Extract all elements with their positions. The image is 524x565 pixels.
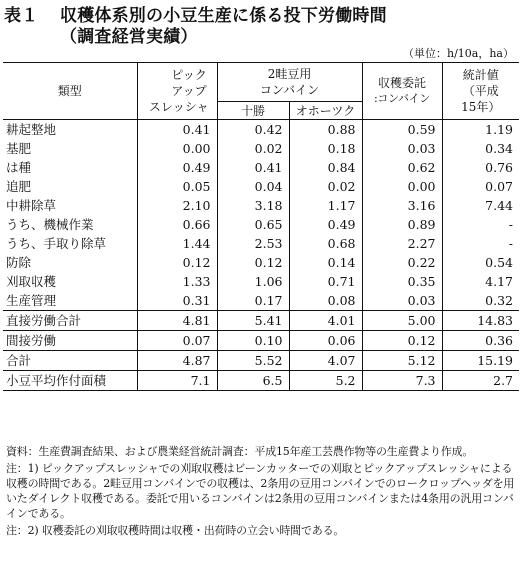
cell-pickup: 0.07 bbox=[137, 331, 217, 351]
cell-okhotsk: 0.14 bbox=[289, 253, 362, 272]
cell-okhotsk: 0.88 bbox=[289, 120, 362, 140]
table-title bbox=[4, 6, 520, 48]
cell-okhotsk: 1.17 bbox=[289, 196, 362, 215]
cell-tokachi: 2.53 bbox=[217, 234, 289, 253]
header-combine-line1: 2畦豆用 bbox=[267, 67, 312, 81]
cell-stats: 0.36 bbox=[442, 331, 519, 351]
cell-contract: 0.59 bbox=[362, 120, 442, 140]
header-contract-line1: 収穫委託 bbox=[378, 76, 427, 90]
table-row bbox=[3, 291, 519, 311]
cell-stats: 0.54 bbox=[442, 253, 519, 272]
header-stats-line2: （平成 bbox=[462, 84, 499, 98]
cell-stats: 0.76 bbox=[442, 158, 519, 177]
header-pickup-thresher bbox=[137, 63, 217, 120]
cell-tokachi: 0.65 bbox=[217, 215, 289, 234]
cell-tokachi: 0.17 bbox=[217, 291, 289, 311]
cell-contract: 0.62 bbox=[362, 158, 442, 177]
table-body-summary bbox=[3, 311, 519, 391]
header-row-1 bbox=[3, 63, 519, 102]
cell-okhotsk: 0.84 bbox=[289, 158, 362, 177]
row-label: は種 bbox=[6, 159, 32, 175]
row-label: うち、手取り除草 bbox=[6, 235, 107, 251]
row-label: 生産管理 bbox=[6, 292, 57, 308]
cell-contract: 2.27 bbox=[362, 234, 442, 253]
cell-stats: 2.7 bbox=[442, 371, 519, 391]
table-number: 表１ bbox=[4, 6, 39, 26]
cell-okhotsk: 0.08 bbox=[289, 291, 362, 311]
cell-okhotsk: 0.49 bbox=[289, 215, 362, 234]
table-row-direct-total bbox=[3, 311, 519, 331]
row-label: うち、機械作業 bbox=[6, 216, 94, 232]
cell-contract: 0.03 bbox=[362, 139, 442, 158]
cell-contract: 0.89 bbox=[362, 215, 442, 234]
cell-pickup: 4.87 bbox=[137, 351, 217, 371]
footnotes bbox=[6, 444, 518, 540]
cell-stats: - bbox=[442, 215, 519, 234]
cell-stats: 0.07 bbox=[442, 177, 519, 196]
labor-hours-table bbox=[3, 62, 519, 391]
cell-tokachi: 0.04 bbox=[217, 177, 289, 196]
header-stats-line1: 統計値 bbox=[462, 68, 499, 82]
footnote-1: 注：1) ピックアップスレッシャでの刈取収穫はビーンカッターでの刈取とピックアップスレッシャによる収穫の時間である。2畦豆用コンバインでの収穫は、2条用の豆用コンバインでのロークロップヘッダを用いたダイレクト収穫である。委託で用いるコンバインは2条用の豆用コンバインまたは4条用の汎用コンバインである。 bbox=[6, 462, 515, 520]
table-row bbox=[3, 196, 519, 215]
row-label: 間接労働 bbox=[3, 331, 137, 351]
table-body-tasks bbox=[3, 120, 519, 311]
unit-note: （単位：h/10a，ha） bbox=[403, 47, 514, 60]
cell-okhotsk: 0.71 bbox=[289, 272, 362, 291]
header-contract-combine bbox=[362, 63, 442, 120]
row-label: 直接労働合計 bbox=[3, 311, 137, 331]
table-row bbox=[3, 177, 519, 196]
cell-pickup: 0.49 bbox=[137, 158, 217, 177]
cell-stats: - bbox=[442, 234, 519, 253]
cell-tokachi: 0.41 bbox=[217, 158, 289, 177]
cell-okhotsk: 0.18 bbox=[289, 139, 362, 158]
table-row bbox=[3, 139, 519, 158]
header-pickup-line1: ピック bbox=[171, 68, 207, 82]
cell-pickup: 1.44 bbox=[137, 234, 217, 253]
row-label: 追肥 bbox=[6, 178, 32, 194]
row-label: 刈取収穫 bbox=[6, 273, 57, 289]
cell-stats: 0.34 bbox=[442, 139, 519, 158]
cell-pickup: 0.12 bbox=[137, 253, 217, 272]
table-row bbox=[3, 253, 519, 272]
cell-okhotsk: 0.06 bbox=[289, 331, 362, 351]
header-category-label: 類型 bbox=[57, 84, 82, 98]
cell-pickup: 7.1 bbox=[137, 371, 217, 391]
header-contract-line2: :コンバイン bbox=[373, 92, 431, 105]
cell-tokachi: 0.12 bbox=[217, 253, 289, 272]
table-row bbox=[3, 120, 519, 140]
header-combine-line2: コンバイン bbox=[259, 83, 320, 97]
cell-stats: 0.32 bbox=[442, 291, 519, 311]
header-pickup-line3: スレッシャ bbox=[148, 100, 209, 114]
cell-okhotsk: 0.68 bbox=[289, 234, 362, 253]
cell-tokachi: 6.5 bbox=[217, 371, 289, 391]
cell-contract: 0.00 bbox=[362, 177, 442, 196]
cell-contract: 5.00 bbox=[362, 311, 442, 331]
table-row bbox=[3, 158, 519, 177]
cell-tokachi: 0.42 bbox=[217, 120, 289, 140]
cell-tokachi: 5.41 bbox=[217, 311, 289, 331]
cell-contract: 0.35 bbox=[362, 272, 442, 291]
cell-contract: 5.12 bbox=[362, 351, 442, 371]
cell-pickup: 0.31 bbox=[137, 291, 217, 311]
header-combine-group bbox=[217, 63, 362, 102]
row-label: 耕起整地 bbox=[6, 121, 57, 137]
cell-okhotsk: 5.2 bbox=[289, 371, 362, 391]
header-stats-line3: 15年） bbox=[461, 100, 501, 114]
header-pickup-line2: アップ bbox=[171, 84, 207, 98]
header-statistics bbox=[442, 63, 519, 120]
title-subtitle: （調査経営実績） bbox=[60, 27, 198, 47]
header-tokachi: 十勝 bbox=[217, 102, 289, 120]
cell-okhotsk: 4.01 bbox=[289, 311, 362, 331]
table-row bbox=[3, 272, 519, 291]
header-category bbox=[3, 63, 137, 120]
header-okhotsk: オホーツク bbox=[289, 102, 362, 120]
cell-pickup: 0.66 bbox=[137, 215, 217, 234]
cell-pickup: 0.05 bbox=[137, 177, 217, 196]
row-label: 中耕除草 bbox=[6, 197, 57, 213]
row-label: 小豆平均作付面積 bbox=[3, 371, 137, 391]
table-row-indirect bbox=[3, 331, 519, 351]
cell-pickup: 0.41 bbox=[137, 120, 217, 140]
cell-okhotsk: 0.02 bbox=[289, 177, 362, 196]
cell-stats: 15.19 bbox=[442, 351, 519, 371]
row-label: 合計 bbox=[3, 351, 137, 371]
cell-tokachi: 0.02 bbox=[217, 139, 289, 158]
cell-contract: 0.03 bbox=[362, 291, 442, 311]
cell-okhotsk: 4.07 bbox=[289, 351, 362, 371]
cell-stats: 14.83 bbox=[442, 311, 519, 331]
title-main: 収穫体系別の小豆生産に係る投下労働時間 bbox=[60, 6, 387, 26]
footnote-2: 注：2) 収穫委託の刈取収穫時間は収穫・出荷時の立会い時間である。 bbox=[6, 524, 345, 537]
cell-pickup: 0.00 bbox=[137, 139, 217, 158]
table-row bbox=[3, 215, 519, 234]
cell-pickup: 2.10 bbox=[137, 196, 217, 215]
cell-pickup: 4.81 bbox=[137, 311, 217, 331]
cell-tokachi: 0.10 bbox=[217, 331, 289, 351]
cell-pickup: 1.33 bbox=[137, 272, 217, 291]
cell-contract: 0.22 bbox=[362, 253, 442, 272]
table-row-area bbox=[3, 371, 519, 391]
cell-stats: 4.17 bbox=[442, 272, 519, 291]
cell-contract: 0.12 bbox=[362, 331, 442, 351]
cell-contract: 3.16 bbox=[362, 196, 442, 215]
cell-tokachi: 3.18 bbox=[217, 196, 289, 215]
cell-stats: 1.19 bbox=[442, 120, 519, 140]
row-label: 防除 bbox=[6, 254, 32, 270]
cell-contract: 7.3 bbox=[362, 371, 442, 391]
cell-stats: 7.44 bbox=[442, 196, 519, 215]
row-label: 基肥 bbox=[6, 140, 32, 156]
table-row bbox=[3, 234, 519, 253]
footnote-source: 資料：生産費調査結果、および農業経営統計調査：平成15年産工芸農作物等の生産費より作成。 bbox=[6, 445, 474, 458]
cell-tokachi: 5.52 bbox=[217, 351, 289, 371]
cell-tokachi: 1.06 bbox=[217, 272, 289, 291]
table-row-total bbox=[3, 351, 519, 371]
